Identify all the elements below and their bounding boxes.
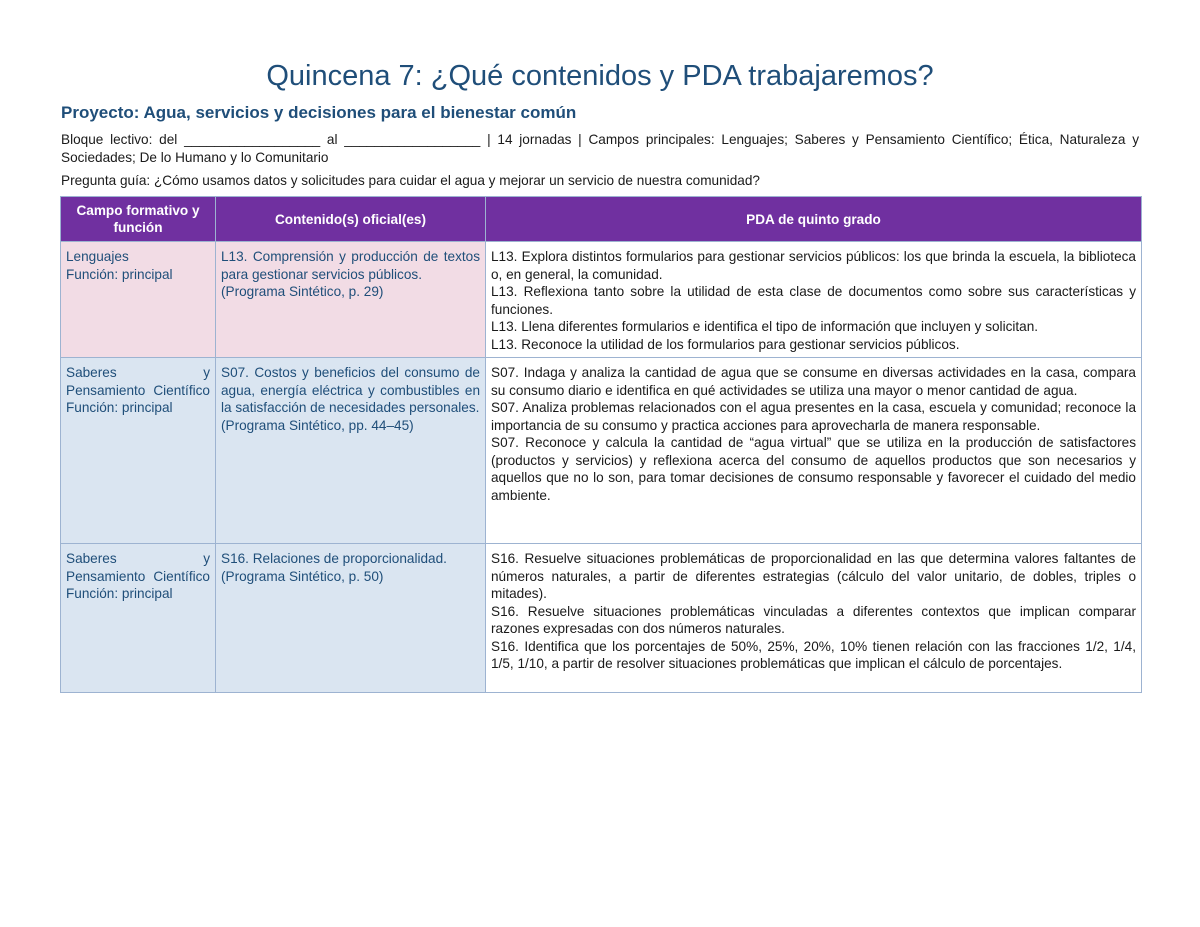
contenido-cell	[216, 358, 486, 544]
pda-item: S07. Reconoce y calcula la cantidad de “agua virtual” que se utiliza en la producción de satisfactores (productos y servicios) y reflexiona acerca del consumo de aquellos productos que son necesarios y aquellos que no lo son, para tomar decisiones de consumo responsable y favorecer el cuidado del medio ambiente.	[491, 435, 1136, 503]
contenido-text: S16. Relaciones de proporcionalidad.	[221, 551, 447, 566]
contenido-text: L13. Comprensión y producción de textos para gestionar servicios públicos.	[221, 249, 480, 282]
pda-item: L13. Reflexiona tanto sobre la utilidad de esta clase de documentos como sobre sus características y funciones.	[491, 284, 1136, 317]
contenido-cell	[216, 544, 486, 693]
funcion-label: Función: principal	[66, 266, 173, 282]
campo-cell	[61, 544, 216, 693]
pda-item: L13. Reconoce la utilidad de los formularios para gestionar servicios públicos.	[491, 336, 960, 352]
pda-item: L13. Llena diferentes formularios e identifica el tipo de información que incluyen y solicitan.	[491, 319, 1039, 334]
pda-item: S16. Identifica que los porcentajes de 50%, 25%, 20%, 10% tienen relación con las fracciones 1/2, 1/4, 1/5, 1/10, a partir de resolver situaciones problemáticas que implican el cálculo de porcentajes.	[491, 638, 1136, 671]
campo-name: Lenguajes	[66, 249, 129, 264]
contenido-source: (Programa Sintético, pp. 44–45)	[221, 417, 414, 433]
bloque-lectivo-line: Bloque lectivo: del __________________ al __________________ | 14 jornadas | Campos principales: Lenguajes; Saberes y Pensamiento Científico; Ética, Naturaleza y Sociedades; De lo Humano y lo Comunitario	[61, 132, 1139, 165]
pda-item: S16. Resuelve situaciones problemáticas de proporcionalidad en las que determina valores faltantes de números naturales, a partir de diferentes estrategias (cálculo del valor unitario, de dobles, triples o mitades).	[491, 551, 1136, 601]
header-pda: PDA de quinto grado	[486, 197, 1142, 242]
table-row	[61, 544, 1142, 693]
pda-item: L13. Explora distintos formularios para gestionar servicios públicos: los que brinda la escuela, la biblioteca o, en general, la comunidad.	[491, 249, 1136, 282]
table-row	[61, 358, 1142, 544]
contenido-source: (Programa Sintético, p. 29)	[221, 284, 384, 299]
table-row	[61, 242, 1142, 358]
pda-item: S07. Indaga y analiza la cantidad de agua que se consume en diversas actividades en la casa, compara su consumo diario e identifica en qué actividades se utiliza una mayor o menor cantidad de agua.	[491, 365, 1136, 398]
header-campo: Campo formativo y función	[61, 197, 216, 242]
pda-item: S07. Analiza problemas relacionados con el agua presentes en la casa, escuela y comunidad; reconoce la importancia de su consumo y practica acciones para aprovecharla de manera responsable.	[491, 400, 1136, 433]
table-header-row	[61, 197, 1142, 242]
header-contenido: Contenido(s) oficial(es)	[216, 197, 486, 242]
pda-cell	[486, 358, 1142, 544]
page-title: Quincena 7: ¿Qué contenidos y PDA trabajaremos?	[266, 60, 934, 92]
pda-cell	[486, 544, 1142, 693]
contenido-text: S07. Costos y beneficios del consumo de agua, energía eléctrica y combustibles en la satisfacción de necesidades personales.	[221, 365, 480, 415]
contenido-cell	[216, 242, 486, 358]
pda-item: S16. Resuelve situaciones problemáticas vinculadas a diferentes contextos que implican comparar razones expresadas con dos números naturales.	[491, 603, 1136, 636]
contenido-source: (Programa Sintético, p. 50)	[221, 568, 384, 584]
campo-cell	[61, 358, 216, 544]
pda-cell	[486, 242, 1142, 358]
guiding-question: Pregunta guía: ¿Cómo usamos datos y solicitudes para cuidar el agua y mejorar un servicio de nuestra comunidad?	[61, 173, 760, 188]
campo-cell	[61, 242, 216, 358]
content-table	[60, 196, 1142, 693]
campo-name: Saberes y Pensamiento Científico	[66, 365, 210, 398]
project-title: Proyecto: Agua, servicios y decisiones para el bienestar común	[61, 103, 577, 122]
campo-name: Saberes y Pensamiento Científico	[66, 551, 210, 584]
funcion-label: Función: principal	[66, 586, 173, 601]
funcion-label: Función: principal	[66, 400, 173, 415]
